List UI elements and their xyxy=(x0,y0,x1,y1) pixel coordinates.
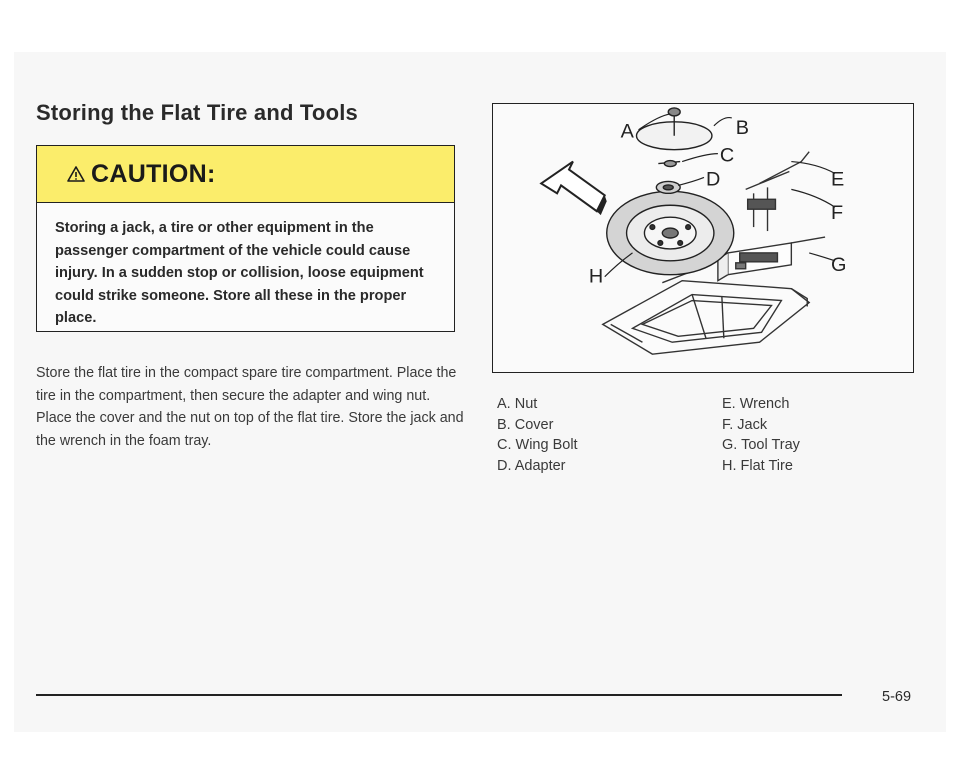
body-paragraph: Store the flat tire in the compact spare tire compartment. Place the tire in the compartment, then secure the adapter and wing nut. Place the cover and the nut on top of the flat tire. Store the jack and the wrench in the foam tray. xyxy=(36,365,464,449)
cover xyxy=(636,112,711,150)
label-c: C xyxy=(719,144,735,167)
label-g: G xyxy=(831,253,847,276)
legend-item: F. Jack xyxy=(722,416,768,433)
footer-rule xyxy=(36,694,842,696)
label-d: D xyxy=(705,168,721,191)
legend-item: C. Wing Bolt xyxy=(497,437,578,454)
spare-tire-illustration xyxy=(492,103,914,373)
legend-item: E. Wrench xyxy=(722,396,790,412)
caution-header xyxy=(37,146,454,203)
adapter xyxy=(656,181,680,193)
legend-item: G. Tool Tray xyxy=(722,437,800,454)
wing-bolt xyxy=(658,161,680,167)
page-title: Storing the Flat Tire and Tools xyxy=(36,100,358,125)
label-a: A xyxy=(620,120,634,143)
flat-tire xyxy=(607,191,734,274)
legend-item: D. Adapter xyxy=(497,457,566,474)
parts-legend xyxy=(497,396,877,478)
illustration-svg xyxy=(493,104,913,372)
legend-item: H. Flat Tire xyxy=(722,457,793,474)
page-number: 5-69 xyxy=(882,689,912,705)
warning-triangle-icon xyxy=(67,166,85,182)
caution-text: Storing a jack, a tire or other equipment in the passenger compartment of the vehicle could cause injury. In a sudden stop or collision, loose equipment could strike someone. Store all these in the proper place. xyxy=(55,220,424,326)
direction-arrow xyxy=(541,162,607,216)
label-h: H xyxy=(588,265,604,288)
legend-item: A. Nut xyxy=(497,396,538,412)
nut xyxy=(668,108,680,116)
label-e: E xyxy=(831,168,845,191)
legend-item: B. Cover xyxy=(497,416,554,433)
tool-tray xyxy=(718,237,825,281)
floor-pan xyxy=(603,273,809,354)
caution-box xyxy=(36,145,455,332)
caution-label: CAUTION: xyxy=(91,159,216,188)
label-f: F xyxy=(831,202,844,225)
label-b: B xyxy=(735,116,750,139)
